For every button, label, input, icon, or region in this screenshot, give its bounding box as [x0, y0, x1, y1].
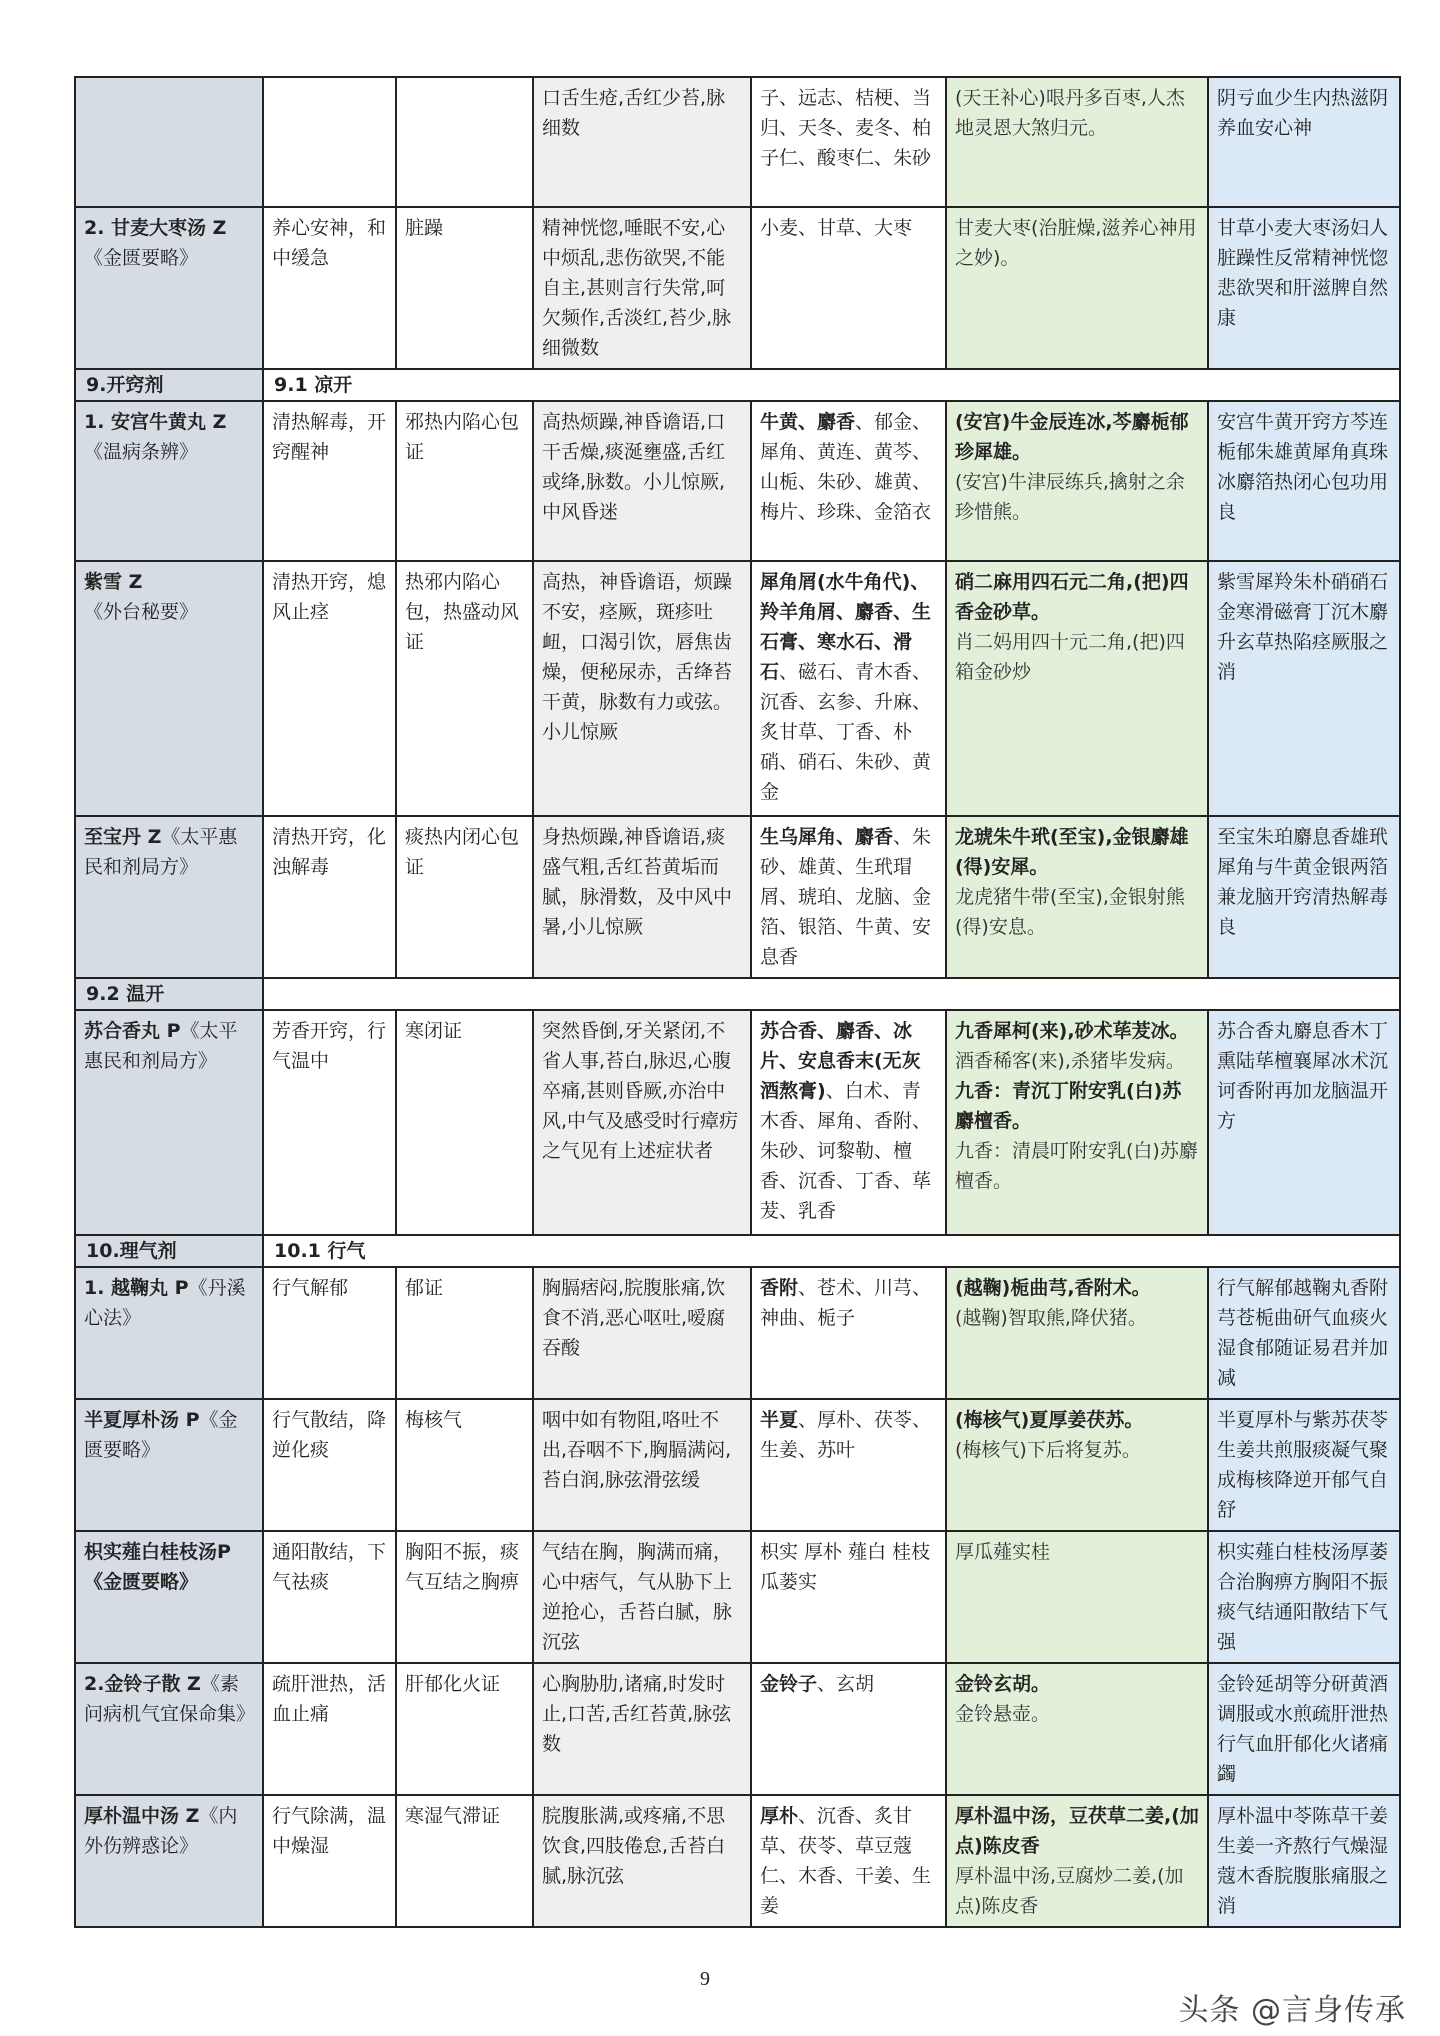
formula-name: 苏合香丸 P: [84, 1020, 181, 1042]
herb-rest: 子、远志、桔梗、当归、天冬、麦冬、柏子仁、酸枣仁、朱砂: [760, 87, 932, 169]
verse-cell: 紫雪犀羚朱朴硝硝石金寒滑磁膏丁沉木麝升玄草热陷痉厥服之消: [1208, 561, 1400, 816]
herb-main: 犀角屑(水牛角代)、羚羊角屑、麝香、生石膏、寒水石、滑石: [760, 571, 932, 683]
mnemonic-main: (越鞠)栀曲芎,香附术。: [955, 1277, 1151, 1299]
herb-cell: [751, 401, 946, 561]
herb-cell: [751, 561, 946, 816]
indication-cell: 脏躁: [396, 207, 533, 369]
verse-cell: 行气解郁越鞠丸香附芎苍栀曲研气血痰火湿食郁随证易君并加减: [1208, 1267, 1400, 1399]
mnemonic-note: 甘麦大枣(治脏燥,滋养心神用之妙)。: [955, 217, 1197, 269]
herb-cell: [751, 77, 946, 207]
section-row: [75, 369, 1400, 401]
function-cell: 通阳散结，下气祛痰: [263, 1531, 396, 1663]
formula-row: [75, 1795, 1400, 1927]
herb-rest: 枳实 厚朴 薤白 桂枝 瓜蒌实: [760, 1541, 931, 1593]
mnemonic-cell: [946, 1795, 1208, 1927]
herb-cell: [751, 207, 946, 369]
indication-cell: 郁证: [396, 1267, 533, 1399]
verse-cell: 甘草小麦大枣汤妇人脏躁性反常精神恍惚悲欲哭和肝滋脾自然康: [1208, 207, 1400, 369]
formula-table: [74, 76, 1401, 1928]
mnemonic-note: 厚朴温中汤,豆腐炒二姜,(加点)陈皮香: [955, 1865, 1184, 1917]
indication-cell: 胸阳不振，痰气互结之胸痹: [396, 1531, 533, 1663]
formula-name: 紫雪 Z: [84, 571, 143, 593]
formula-name: 半夏厚朴汤 P: [84, 1409, 200, 1431]
herb-cell: [751, 1399, 946, 1531]
mnemonic-cell: [946, 1267, 1208, 1399]
formula-name-cell: [75, 1267, 263, 1399]
formula-row: [75, 1010, 1400, 1235]
mnemonic-note: 金铃悬壶。: [955, 1703, 1051, 1725]
formula-row: [75, 1267, 1400, 1399]
formula-row: [75, 77, 1400, 207]
function-cell: 行气散结，降逆化痰: [263, 1399, 396, 1531]
herb-main: 香附: [760, 1277, 799, 1299]
herb-rest: 、磁石、青木香、沉香、玄参、升麻、炙甘草、丁香、朴硝、硝石、朱砂、黄金: [760, 661, 932, 803]
mnemonic-note: 厚瓜薤实桂: [955, 1541, 1051, 1563]
symptom-cell: 咽中如有物阻,咯吐不出,吞咽不下,胸膈满闷,苔白润,脉弦滑弦缓: [533, 1399, 751, 1531]
function-cell: 行气解郁: [263, 1267, 396, 1399]
mnemonic-note: (越鞠)智取熊,降伏猪。: [955, 1307, 1147, 1329]
indication-cell: [396, 77, 533, 207]
subsection-title: 10.1 行气: [263, 1235, 1400, 1267]
mnemonic-cell: [946, 207, 1208, 369]
formula-row: [75, 1399, 1400, 1531]
formula-source: 《内外伤辨惑论》: [84, 1805, 238, 1857]
mnemonic-note: 酒香稀客(来),杀猪毕发病。: [955, 1050, 1185, 1072]
indication-cell: 梅核气: [396, 1399, 533, 1531]
formula-row: [75, 207, 1400, 369]
formula-source: 《太平惠民和剂局方》: [84, 826, 238, 878]
formula-name-cell: [75, 401, 263, 561]
formula-name-cell: [75, 1663, 263, 1795]
section-title: 9.开窍剂: [75, 369, 263, 401]
formula-source: P《金匮要略》: [84, 1541, 231, 1593]
herb-cell: [751, 1531, 946, 1663]
herb-rest: 小麦、甘草、大枣: [760, 217, 913, 239]
mnemonic-main: 龙琥朱牛玳(至宝),金银麝雄(得)安犀。: [955, 826, 1189, 878]
formula-name-cell: [75, 1531, 263, 1663]
formula-source: 《丹溪心法》: [84, 1277, 246, 1329]
mnemonic-main: (安宫)牛金辰连冰,芩麝栀郁珍犀雄。: [955, 411, 1189, 463]
verse-cell: 苏合香丸麝息香木丁熏陆荜檀襄犀冰术沉诃香附再加龙脑温开方: [1208, 1010, 1400, 1235]
herb-main: 半夏: [760, 1409, 799, 1431]
page-number: 9: [700, 1968, 710, 1990]
symptom-cell: 气结在胸，胸满而痛，心中痞气，气从胁下上逆抢心，舌苔白腻，脉沉弦: [533, 1531, 751, 1663]
formula-name-cell: [75, 77, 263, 207]
mnemonic-cell: [946, 77, 1208, 207]
symptom-cell: 身热烦躁,神昏谵语,痰盛气粗,舌红苔黄垢而腻，脉滑数，及中风中暑,小儿惊厥: [533, 816, 751, 978]
formula-row: [75, 816, 1400, 978]
mnemonic-note: 肖二妈用四十元二角,(把)四箱金砂炒: [955, 631, 1185, 683]
symptom-cell: 突然昏倒,牙关紧闭,不省人事,苔白,脉迟,心腹卒痛,甚则昏厥,亦治中风,中气及感受时行瘴疠之气见有上述症状者: [533, 1010, 751, 1235]
formula-name-cell: [75, 1010, 263, 1235]
function-cell: 养心安神，和中缓急: [263, 207, 396, 369]
mnemonic-note: (梅核气)下后将复苏。: [955, 1439, 1141, 1461]
mnemonic-cell: [946, 816, 1208, 978]
formula-name-cell: [75, 816, 263, 978]
formula-name: 2. 甘麦大枣汤 Z: [84, 217, 227, 239]
formula-source: 《素问病机气宜保命集》: [84, 1673, 256, 1725]
verse-cell: 枳实薤白桂枝汤厚萎合治胸痹方胸阳不振痰气结通阳散结下气强: [1208, 1531, 1400, 1663]
herb-main: 金铃子: [760, 1673, 818, 1695]
mnemonic-main: 厚朴温中汤，豆茯草二姜,(加点)陈皮香: [955, 1805, 1199, 1857]
herb-rest: 、沉香、炙甘草、茯苓、草豆蔻仁、木香、干姜、生姜: [760, 1805, 932, 1917]
mnemonic-cell: [946, 401, 1208, 561]
formula-name-cell: [75, 561, 263, 816]
indication-cell: 寒闭证: [396, 1010, 533, 1235]
function-cell: 清热解毒，开窍醒神: [263, 401, 396, 561]
formula-name: 2.金铃子散 Z: [84, 1673, 201, 1695]
herb-cell: [751, 816, 946, 978]
verse-cell: 安宫牛黄开窍方芩连栀郁朱雄黄犀角真珠冰麝箔热闭心包功用良: [1208, 401, 1400, 561]
mnemonic-main: (梅核气)夏厚姜茯苏。: [955, 1409, 1144, 1431]
symptom-cell: 精神恍惚,唾眠不安,心中烦乱,悲伤欲哭,不能自主,甚则言行失常,呵欠频作,舌淡红,苔少,脉细微数: [533, 207, 751, 369]
mnemonic-main: 金铃玄胡。: [955, 1673, 1051, 1695]
formula-name: 1. 越鞠丸 P: [84, 1277, 189, 1299]
formula-row: [75, 1663, 1400, 1795]
formula-source: 《金匮要略》: [84, 1409, 238, 1461]
herb-cell: [751, 1663, 946, 1795]
formula-row: [75, 401, 1400, 561]
subsection-title: [263, 978, 1400, 1010]
verse-cell: 阴亏血少生内热滋阴养血安心神: [1208, 77, 1400, 207]
indication-cell: 邪热内陷心包证: [396, 401, 533, 561]
section-title: 9.2 温开: [75, 978, 263, 1010]
section-title: 10.理气剂: [75, 1235, 263, 1267]
symptom-cell: 心胸胁肋,诸痛,时发时止,口苦,舌红苔黄,脉弦数: [533, 1663, 751, 1795]
herb-rest: 、郁金、犀角、黄连、黄芩、山栀、朱砂、雄黄、梅片、珍珠、金箔衣: [760, 411, 932, 523]
herb-cell: [751, 1010, 946, 1235]
mnemonic-note: (安宫)牛津辰练兵,擒射之余珍惜熊。: [955, 471, 1185, 523]
mnemonic-main: 硝二麻用四石元二角,(把)四香金砂草。: [955, 571, 1189, 623]
verse-cell: 厚朴温中苓陈草干姜生姜一齐熬行气燥湿蔻木香脘腹胀痛服之消: [1208, 1795, 1400, 1927]
herb-rest: 、苍术、川芎、神曲、栀子: [760, 1277, 932, 1329]
mnemonic-main-2: 九香：青沉丁附安乳(白)苏麝檀香。: [955, 1080, 1182, 1132]
function-cell: 行气除满，温中燥湿: [263, 1795, 396, 1927]
function-cell: 清热开窍，熄风止痉: [263, 561, 396, 816]
mnemonic-cell: [946, 1010, 1208, 1235]
herb-main: 牛黄、麝香: [760, 411, 856, 433]
symptom-cell: 胸膈痞闷,脘腹胀痛,饮食不消,恶心呕吐,嗳腐吞酸: [533, 1267, 751, 1399]
herb-main: 生乌犀角、麝香: [760, 826, 894, 848]
verse-cell: 至宝朱珀麝息香雄玳犀角与牛黄金银两箔兼龙脑开窍清热解毒良: [1208, 816, 1400, 978]
formula-source: 《太平惠民和剂局方》: [84, 1020, 238, 1072]
mnemonic-cell: [946, 1531, 1208, 1663]
herb-main: 苏合香、麝香、冰片、安息香末(无灰酒熬膏): [760, 1020, 921, 1102]
symptom-cell: 脘腹胀满,或疼痛,不思饮食,四肢倦怠,舌苔白腻,脉沉弦: [533, 1795, 751, 1927]
formula-row: [75, 561, 1400, 816]
mnemonic-note-2: 九香：清晨叮附安乳(白)苏麝檀香。: [955, 1140, 1198, 1192]
herb-rest: 、玄胡: [817, 1673, 875, 1695]
formula-name: 1. 安宫牛黄丸 Z: [84, 411, 227, 433]
symptom-cell: 高热烦躁,神昏谵语,口干舌燥,痰涎壅盛,舌红或绛,脉数。小儿惊厥,中风昏迷: [533, 401, 751, 561]
function-cell: 清热开窍，化浊解毒: [263, 816, 396, 978]
herb-rest: 、厚朴、茯苓、生姜、苏叶: [760, 1409, 932, 1461]
function-cell: 芳香开窍，行气温中: [263, 1010, 396, 1235]
indication-cell: 寒湿气滞证: [396, 1795, 533, 1927]
formula-source: 《外台秘要》: [84, 601, 199, 623]
indication-cell: 肝郁化火证: [396, 1663, 533, 1795]
herb-rest: 、白术、青木香、犀角、香附、朱砂、诃黎勒、檀香、沉香、丁香、荜茇、乳香: [760, 1080, 932, 1222]
function-cell: 疏肝泄热，活血止痛: [263, 1663, 396, 1795]
formula-name-cell: [75, 1795, 263, 1927]
mnemonic-cell: [946, 1663, 1208, 1795]
verse-cell: 半夏厚朴与紫苏茯苓生姜共煎服痰凝气聚成梅核降逆开郁气自舒: [1208, 1399, 1400, 1531]
symptom-cell: 口舌生疮,舌红少苔,脉细数: [533, 77, 751, 207]
formula-name: 至宝丹 Z: [84, 826, 162, 848]
formula-name: 厚朴温中汤 Z: [84, 1805, 200, 1827]
formula-row: [75, 1531, 1400, 1663]
mnemonic-cell: [946, 1399, 1208, 1531]
formula-source: 《金匮要略》: [84, 247, 199, 269]
herb-rest: 、朱砂、雄黄、生玳瑁屑、琥珀、龙脑、金箔、银箔、牛黄、安息香: [760, 826, 932, 968]
mnemonic-cell: [946, 561, 1208, 816]
formula-name-cell: [75, 1399, 263, 1531]
mnemonic-note: (天王补心)哏丹多百枣,人杰地灵恩大煞归元。: [955, 87, 1185, 139]
function-cell: [263, 77, 396, 207]
subsection-title: 9.1 凉开: [263, 369, 1400, 401]
herb-main: 厚朴: [760, 1805, 799, 1827]
formula-source: 《温病条辨》: [84, 441, 199, 463]
herb-cell: [751, 1795, 946, 1927]
indication-cell: 痰热内闭心包证: [396, 816, 533, 978]
herb-cell: [751, 1267, 946, 1399]
section-row: [75, 1235, 1400, 1267]
indication-cell: 热邪内陷心包，热盛动风证: [396, 561, 533, 816]
mnemonic-main: 九香犀柯(来),砂术荜茇冰。: [955, 1020, 1189, 1042]
formula-name: 枳实薤白桂枝汤: [84, 1541, 218, 1563]
verse-cell: 金铃延胡等分研黄酒调服或水煎疏肝泄热行气血肝郁化火诸痛蠲: [1208, 1663, 1400, 1795]
formula-name-cell: [75, 207, 263, 369]
mnemonic-note: 龙虎猪牛带(至宝),金银射熊(得)安息。: [955, 886, 1185, 938]
symptom-cell: 高热，神昏谵语，烦躁不安，痉厥，斑疹吐衄，口渴引饮，唇焦齿燥，便秘尿赤，舌绛苔干黄，脉数有力或弦。小儿惊厥: [533, 561, 751, 816]
watermark: 头条 @言身传承: [1178, 1993, 1406, 2028]
section-row: [75, 978, 1400, 1010]
